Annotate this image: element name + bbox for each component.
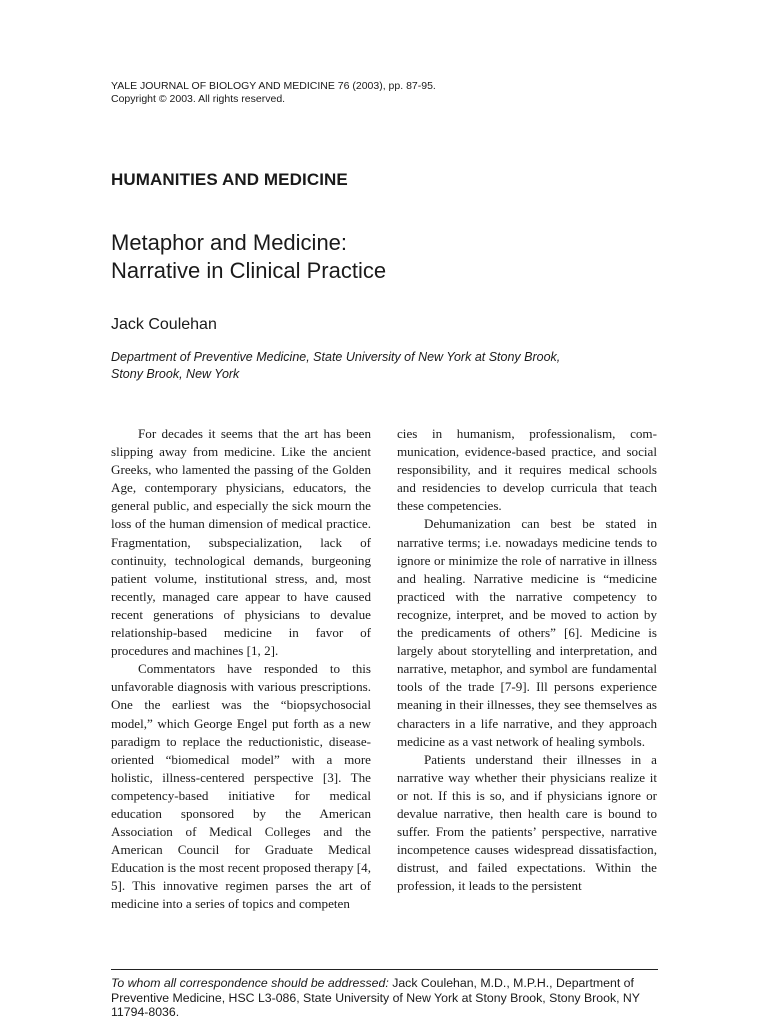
- body-paragraph-continued: cies in humanism, professionalism, communication, evidence-based practice, and social responsibility, and it requires medical schools and residencies to develop curricula that teach these competencies.: [397, 426, 657, 514]
- footnote-divider: [111, 969, 658, 970]
- article-title-line-1: Metaphor and Medicine:: [111, 230, 348, 255]
- affiliation-line-2: Stony Brook, New York: [111, 367, 240, 381]
- journal-header: [111, 80, 436, 106]
- body-paragraph: Patients understand their illnesses in a narrative way whether their physicians realize it or not. If this is so, and if physicians ignore or devalue narrative, then health care is bound to suffer. From the patients’ perspective, narrative incompetence causes widespread dissatisfaction, distrust, and failed expectations. Within the profession, it leads to the persistent: [397, 751, 657, 894]
- article-title-line-2: Narrative in Clinical Practice: [111, 258, 387, 283]
- body-paragraph: For decades it seems that the art has been slipping away from medicine. Like the ancient Greeks, who lamented the passing of the Golden Age, contemporary physicians, educators, the general public, and especially the sick mourn the loss of the human dimension of medical practice. Fragmentation, subspecialization, lack of continuity, technological demands, burgeoning patient volume, institutional stress, and, most recently, managed care appear to have caused recent generations of physicians to devalue relationship-based medicine in favor of procedures and machines [1, 2].: [111, 426, 371, 659]
- footnote-lead: To whom all correspondence should be addressed:: [111, 976, 389, 990]
- footnote-text: Jack Coulehan, M.D., M.P.H., Department of Preventive Medicine, HSC L3-086, State University of New York at Stony Brook, Stony Brook, NY 11794-8036.: [111, 976, 640, 1019]
- journal-citation: YALE JOURNAL OF BIOLOGY AND MEDICINE 76 (2003), pp. 87-95.: [111, 80, 436, 92]
- body-column-left: [111, 425, 371, 914]
- author-affiliation: [111, 349, 560, 383]
- body-paragraph: Dehumanization can best be stated in narrative terms; i.e. nowadays medicine tends to ignore or minimize the role of narrative in illness and healing. Narrative medicine is “medicine practiced with the narrative competency to recognize, interpret, and be moved to action by the predicaments of others” [6]. Medicine is largely about storytelling and interpretation, and narrative, metaphor, and symbol are fundamental tools of the trade [7-9]. Ill persons experience meaning in their illnesses, they see themselves as characters in a life narrative, and they approach medicine as a vast network of healing symbols.: [397, 516, 657, 749]
- section-heading: HUMANITIES AND MEDICINE: [111, 170, 348, 189]
- copyright-notice: Copyright © 2003. All rights reserved.: [111, 93, 286, 105]
- author-name: Jack Coulehan: [111, 316, 217, 333]
- correspondence-footnote: [111, 976, 661, 1020]
- body-column-right: [397, 425, 657, 895]
- article-title: [111, 229, 386, 285]
- body-paragraph: Commentators have responded to this unfavorable diagnosis with various prescriptions. One the earliest was the “biopsychosocial model,” which George Engel put forth as a new paradigm to replace the reductionistic, disease-oriented “biomedical model” with a more holistic, illness-centered perspective [3]. The competency-based initiative for medical education sponsored by the American Association of Medical Colleges and the American Council for Graduate Medical Education is the most recent proposed therapy [4, 5]. This innovative regimen parses the art of medicine into a series of topics and competen: [111, 661, 371, 912]
- affiliation-line-1: Department of Preventive Medicine, State University of New York at Stony Brook,: [111, 350, 561, 364]
